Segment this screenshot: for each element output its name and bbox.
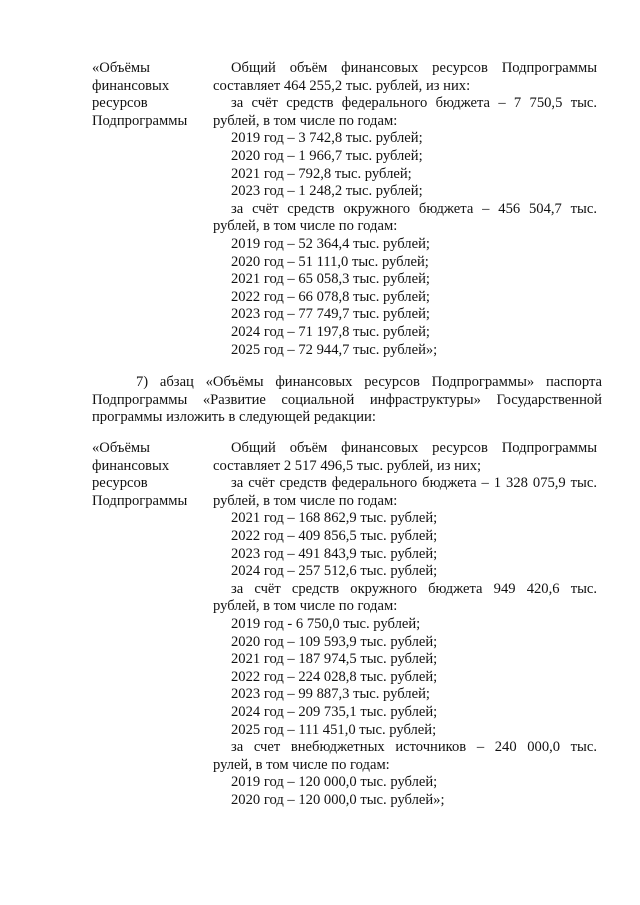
label-line: «Объёмы	[92, 60, 150, 76]
text-line: 2025 год – 72 944,7 тыс. рублей»;	[231, 341, 438, 358]
text-line: 2020 год – 120 000,0 тыс. рублей»;	[231, 791, 445, 808]
label-line: ресурсов	[92, 95, 148, 112]
text-line: рублей, в том числе по годам:	[213, 492, 398, 509]
text-line: рублей, в том числе по годам:	[213, 112, 398, 129]
text-line: 2021 год – 65 058,3 тыс. рублей;	[231, 271, 430, 288]
text-line: 2021 год – 187 974,5 тыс. рублей;	[231, 651, 438, 668]
text-line: 2019 год - 6 750,0 тыс. рублей;	[231, 615, 421, 632]
text-line: 2020 год – 109 593,9 тыс. рублей;	[231, 633, 438, 650]
text-line: составляет 464 255,2 тыс. рублей, из них:	[213, 77, 471, 94]
text-line: 2025 год – 111 451,0 тыс. рублей;	[231, 721, 437, 738]
text-line: программы изложить в следующей редакции:	[92, 409, 376, 426]
text-line: 2024 год – 71 197,8 тыс. рублей;	[231, 323, 430, 340]
text-line: 2020 год – 51 111,0 тыс. рублей;	[231, 253, 429, 270]
text-line: Общий объём финансовых ресурсов Подпрограммы	[231, 60, 597, 76]
text-line: 2022 год – 409 856,5 тыс. рублей;	[231, 527, 438, 544]
text-line: за счёт средств федерального бюджета – 7 750,5 тыс.	[231, 95, 597, 112]
text-line: 2024 год – 257 512,6 тыс. рублей;	[231, 563, 438, 580]
text-line: 2023 год – 491 843,9 тыс. рублей;	[231, 545, 438, 562]
text-line: рублей, в том числе по годам:	[213, 598, 398, 615]
label-line: Подпрограммы	[92, 492, 188, 509]
text-line: 2021 год – 168 862,9 тыс. рублей;	[231, 510, 438, 527]
text-line: 2020 год – 1 966,7 тыс. рублей;	[231, 147, 423, 164]
label-line: ресурсов	[92, 475, 148, 492]
label-line: «Объёмы	[92, 440, 150, 456]
text-line: 2023 год – 1 248,2 тыс. рублей;	[231, 183, 423, 200]
text-line: за счет внебюджетных источников – 240 000,0 тыс.	[231, 739, 597, 756]
text-line: Подпрограммы «Развитие социальной инфраструктуры» Государственной	[92, 391, 602, 408]
text-line: Общий объём финансовых ресурсов Подпрограммы	[231, 440, 597, 456]
text-line: 2019 год – 3 742,8 тыс. рублей;	[231, 130, 423, 147]
label-line: финансовых	[92, 457, 170, 474]
text-line: за счёт средств окружного бюджета – 456 504,7 тыс.	[231, 200, 597, 217]
text-line: 2024 год – 209 735,1 тыс. рублей;	[231, 703, 438, 720]
text-line: 2022 год – 66 078,8 тыс. рублей;	[231, 288, 430, 305]
text-line: за счёт средств федерального бюджета – 1 328 075,9 тыс.	[231, 475, 597, 492]
section-content	[213, 440, 597, 809]
label-line: финансовых	[92, 77, 170, 94]
text-line: за счёт средств окружного бюджета 949 420,6 тыс.	[231, 580, 597, 597]
text-line: 2021 год – 792,8 тыс. рублей;	[231, 165, 412, 182]
text-line: 7) абзац «Объёмы финансовых ресурсов Подпрограммы» паспорта	[136, 374, 602, 390]
text-line: 2022 год – 224 028,8 тыс. рублей;	[231, 668, 438, 685]
section-content	[213, 60, 597, 359]
amendment-paragraph-7	[92, 374, 602, 427]
section-label	[92, 60, 204, 130]
text-line: 2023 год – 77 749,7 тыс. рублей;	[231, 306, 430, 323]
text-line: рублей, в том числе по годам:	[213, 218, 398, 235]
text-line: составляет 2 517 496,5 тыс. рублей, из них;	[213, 457, 482, 474]
label-line: Подпрограммы	[92, 112, 188, 129]
section-label	[92, 440, 204, 510]
text-line: 2019 год – 120 000,0 тыс. рублей;	[231, 774, 438, 791]
text-line: рулей, в том числе по годам:	[213, 756, 390, 773]
text-line: 2019 год – 52 364,4 тыс. рублей;	[231, 235, 430, 252]
text-line: 2023 год – 99 887,3 тыс. рублей;	[231, 686, 430, 703]
